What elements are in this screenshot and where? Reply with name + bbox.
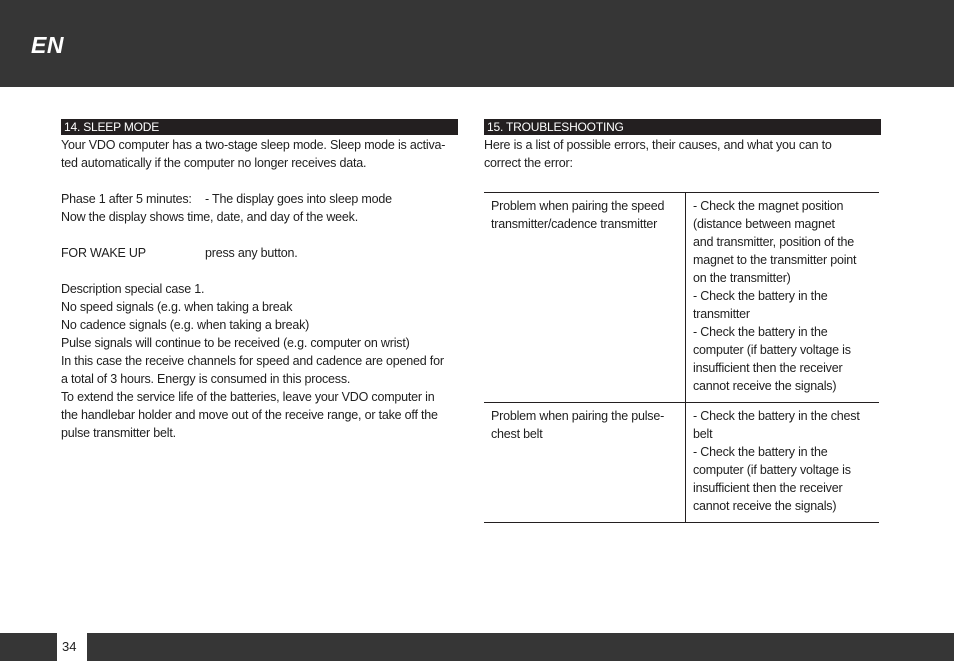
page-number: 34 [57, 633, 87, 661]
solution-line: cannot receive the signals) [693, 499, 837, 513]
special-line: No cadence signals (e.g. when taking a break) [61, 318, 310, 332]
solution-line: computer (if battery voltage is [693, 343, 851, 357]
troubleshooting-table [484, 192, 879, 523]
problem-line: chest belt [491, 427, 543, 441]
solution-line: - Check the battery in the [693, 325, 828, 339]
phase-label: Phase 1 after 5 minutes: [61, 192, 192, 206]
solution-cell [686, 193, 880, 403]
special-line: pulse transmitter belt. [61, 426, 176, 440]
special-line: In this case the receive channels for speed and cadence are opened for [61, 354, 444, 368]
solution-line: - Check the battery in the [693, 445, 828, 459]
troubleshooting-section [484, 119, 881, 523]
special-line: No speed signals (e.g. when taking a break [61, 300, 293, 314]
solution-line: (distance between magnet [693, 217, 835, 231]
troubleshooting-intro-line: Here is a list of possible errors, their causes, and what you can to [484, 138, 832, 152]
problem-line: Problem when pairing the pulse- [491, 409, 665, 423]
solution-line: insufficient then the receiver [693, 481, 843, 495]
solution-item [693, 323, 875, 395]
problem-line: transmitter/cadence transmitter [491, 217, 658, 231]
solution-line: computer (if battery voltage is [693, 463, 851, 477]
solution-line: insufficient then the receiver [693, 361, 843, 375]
header-band [0, 0, 954, 87]
wake-row [61, 244, 458, 262]
phase-text: - The display goes into sleep mode [205, 192, 392, 206]
phase-note: Now the display shows time, date, and day of the week. [61, 210, 359, 224]
special-line: Description special case 1. [61, 282, 205, 296]
footer-band [0, 633, 954, 661]
solution-line: - Check the battery in the chest [693, 409, 860, 423]
problem-line: Problem when pairing the speed [491, 199, 665, 213]
solution-line: cannot receive the signals) [693, 379, 837, 393]
special-line: the handlebar holder and move out of the receive range, or take off the [61, 408, 438, 422]
solution-line: - Check the magnet position [693, 199, 844, 213]
solution-item [693, 287, 875, 323]
solution-line: and transmitter, position of the [693, 235, 855, 249]
solution-line: magnet to the transmitter point [693, 253, 857, 267]
sleep-mode-heading: 14. SLEEP MODE [61, 119, 458, 135]
wake-text: press any button. [205, 246, 298, 260]
special-line: Pulse signals will continue to be received (e.g. computer on wrist) [61, 336, 410, 350]
solution-line: belt [693, 427, 713, 441]
special-line: a total of 3 hours. Energy is consumed in this process. [61, 372, 351, 386]
troubleshooting-heading: 15. TROUBLESHOOTING [484, 119, 881, 135]
solution-item [693, 443, 875, 515]
wake-label: FOR WAKE UP [61, 246, 146, 260]
sleep-intro-line: ted automatically if the computer no longer receives data. [61, 156, 367, 170]
solution-item [693, 197, 875, 287]
troubleshooting-intro-line: correct the error: [484, 156, 573, 170]
solution-line: - Check the battery in the [693, 289, 828, 303]
language-code: EN [31, 32, 64, 58]
table-row [484, 403, 879, 523]
sleep-intro-line: Your VDO computer has a two-stage sleep mode. Sleep mode is activa- [61, 138, 446, 152]
solution-line: on the transmitter) [693, 271, 791, 285]
sleep-mode-section [61, 119, 458, 442]
phase-row [61, 190, 458, 208]
solution-item [693, 407, 875, 443]
solution-line: transmitter [693, 307, 750, 321]
special-line: To extend the service life of the batteries, leave your VDO computer in [61, 390, 435, 404]
table-row [484, 193, 879, 403]
problem-cell [484, 193, 686, 403]
problem-cell [484, 403, 686, 523]
solution-cell [686, 403, 880, 523]
